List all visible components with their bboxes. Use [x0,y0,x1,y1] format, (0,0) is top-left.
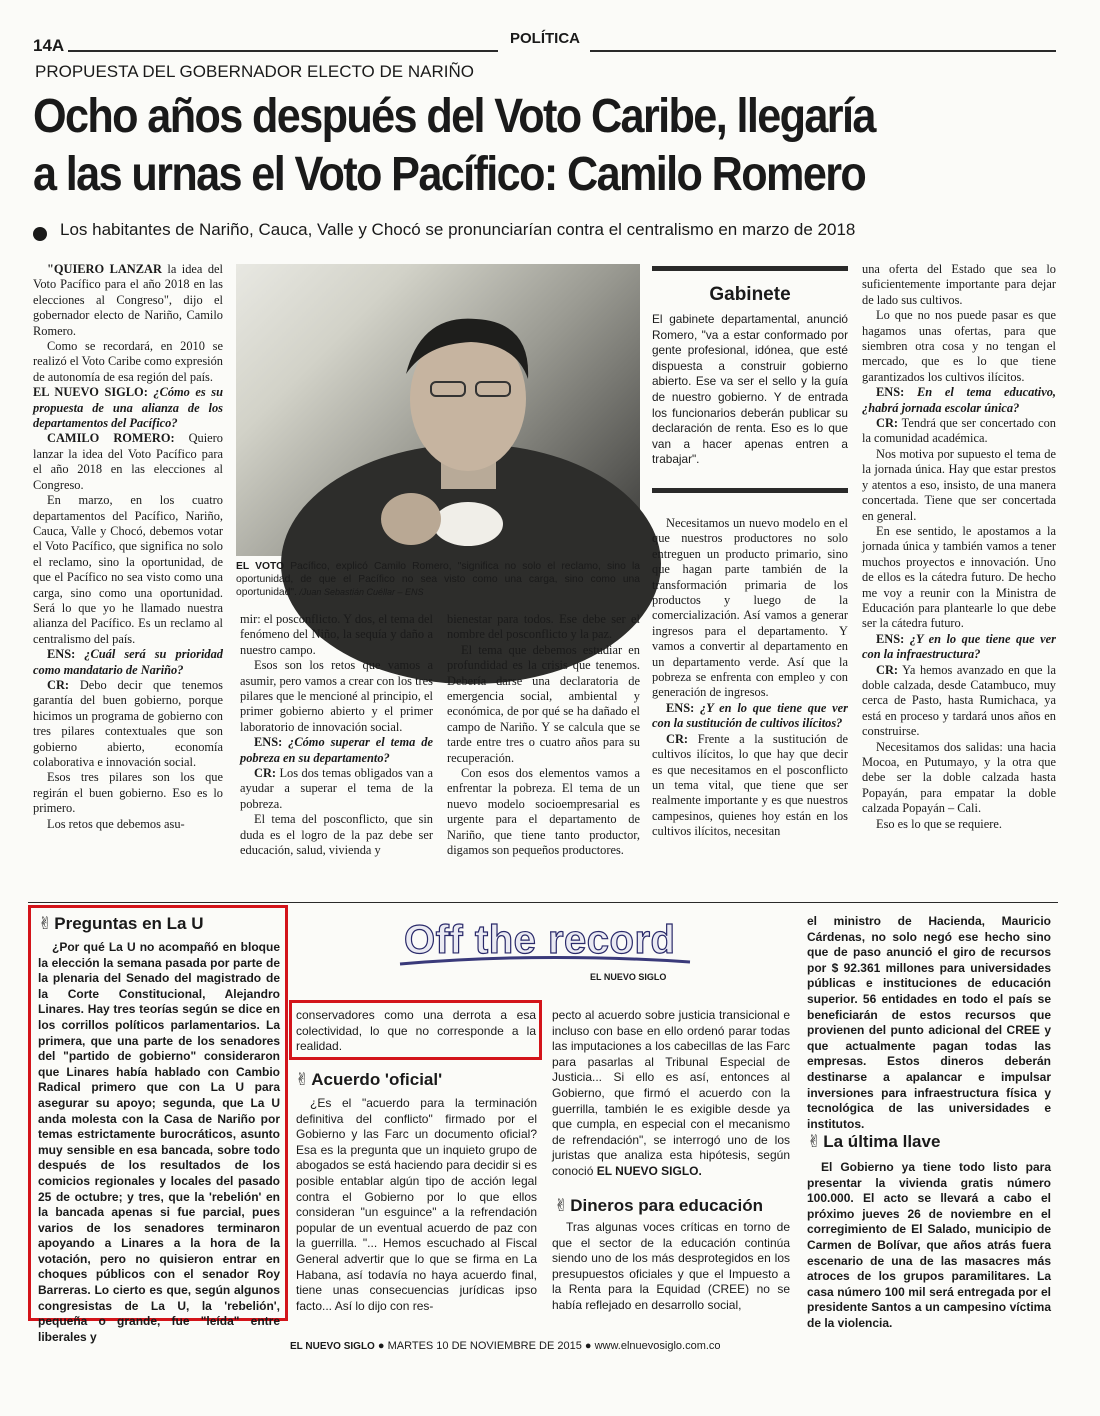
footer-url: www.elnuevosiglo.com.co [594,1340,721,1352]
footer [290,1340,810,1352]
acuerdo-title: ✌ Acuerdo 'oficial' [295,1070,443,1090]
deck: Los habitantes de Nariño, Cauca, Valle y Chocó se pronunciarían contra el centralismo en marzo de 2018 [60,220,856,239]
dineros-title: ✌ Dineros para educación [554,1196,763,1216]
gabinete-title: Gabinete [709,284,791,305]
gabinete-text: El gabinete departamental, anunció Romero, "va a estar conformado por gente profesional, idónea, que esté dispuesta a construir gobierno abierto. Ese va ser el sello y la guía de nuestro gobierno. Y de entrada los funcionarios deberán publicar su declaración de renta. Eso es lo que van a hacer apenas entren a trabajar". [652,312,848,467]
footer-date: MARTES 10 DE NOVIEMBRE DE 2015 [387,1340,582,1352]
victory-hand-icon: ✌ [807,1132,822,1152]
llave-title: ✌ La última llave [807,1132,941,1152]
off-the-record-banner [400,918,690,968]
preguntas-text: ¿Por qué La U no acompañó en bloque la elección la semana pasada por parte de la plenaria del Senado del magistrado de la Corte Constitucional, Alejandro Linares. Hay tres teorías según se dice en los corrillos políticos parlamentarios. La primera, que una parte de los senadores del "partido de gobierno" consideraron que Linares había hablado con Cambio Radical primero que con La U para asegurar su apoyo; segunda, que La U anda molesta con la Casa de Nariño por temas estrictamente burocráticos, asunto muy sensible en esa bancada, sobre todo después de los resultados de los comicios regionales y locales del pasado 25 de octubre; y tres, que la 'rebelión' en la bancada apenas si fue parcial, pues varios de los senadores terminaron apoyando a Linares a la hora de la votación, pero no quisieron entrar en choques públicos con el senador Roy Barreras. Lo cierto es que, según algunos congresistas de La U, la 'rebelión', pequeña o grande, fue "leída" entre liberales y [38,940,280,1344]
off-the-record-byline: EL NUEVO SIGLO [590,972,667,982]
footer-paper-name: EL NUEVO SIGLO [290,1341,375,1352]
page-number: 14A [33,36,65,55]
article-column-3: bienestar para todos. Ese debe ser el nombre del posconflicto y la paz. El tema que debemos estudiar en profundidad es la crisis que tenemos. Debería darse una declaratoria de emergencia social, ambiental y económica, de por qué se ha dañado el campo de Nariño. Y se calcula que se tarde entre tres o cuatro años para su recuperación. Con esos dos elementos vamos a enfrentar la pobreza. El tema de un nuevo modelo socioempresarial es urgente para el departamento de Nariño, que tiene tanto productor, digamos son pequeños productores. [447,612,640,858]
gabinete-bottom-rule [652,488,848,493]
off-the-record-title: Off the record [404,918,676,962]
bullet-icon: ● [377,1340,388,1352]
header-rule-left [68,50,498,52]
headline-line-1: Ocho años después del Voto Caribe, llegaría [33,90,875,143]
preguntas-continuation-text: conservadores como una derrota a esa colectividad, lo que no corresponde a la realidad. [296,1008,536,1054]
article-column-1: "QUIERO LANZAR la idea del Voto Pacífico para el año 2018 en las elecciones al Congreso", dijo el gobernador electo de Nariño, Camilo Romero. Como se recordará, en 2010 se realizó el Voto Caribe como expresión de autonomía de esa región del país. EL NUEVO SIGLO: ¿Cómo es su propuesta de una alianza de los departamentos del Pacífico? CAMILO ROMERO: Quiero lanzar la idea del Voto Pacífico para el año 2018 en las elecciones al Congreso. En marzo, en los cuatro departamentos del Pacífico, Nariño, Cauca, Valle y Chocó, debemos votar el Voto Pacífico, que significa no solo el reclamo, sino la oportunidad, de que el Pacífico no sea visto como una carga, sino como una oportunidad. Será lo que yo he llamado nuestra alianza del Pacífico. Es un reclamo al centralismo del país. ENS: ¿Cuál será su prioridad como mandatario de Nariño? CR: Debo decir que tenemos garantía del buen gobierno, porque hicimos un programa de gobierno con tres pilares contextuales que son gobierno abierto, economía colaborativa e innovación social. Esos tres pilares son los que regirán el buen gobierno. Eso es lo primero. Los retos que debemos asu- [33,262,223,831]
headline-line-2: a las urnas el Voto Pacífico: Camilo Romero [33,148,866,201]
victory-hand-icon: ✌ [295,1070,310,1090]
victory-hand-icon: ✌ [554,1196,569,1216]
acuerdo-text: ¿Es el "acuerdo para la terminación definitiva del conflicto" firmado por el Gobierno y las Farc un documento oficial? Esa es la pregunta que un inquieto grupo de abogados se está haciendo para decidir si es posible entablar algún tipo de acción legal contra el Gobierno por lo que ellos consideran "un esguince" a la refrendación popular de un eventual acuerdo de paz con la guerrilla. "... Hemos escuchado al Fiscal General advertir que lo que se firma en La Habana, así todavía no haya acuerdo final, tiene unas consecuencias jurídicas ipso facto... Así lo dijo con res- [296,1096,537,1313]
article-column-4: Necesitamos un nuevo modelo en el que nuestros productores no solo entreguen un producto primario, sino que hagan parte también de la transformación primaria de los productos y luego de la comercialización. Así vamos a generar ingresos para el departamento. Y vamos a convertir al departamento en un departamento verde. Así que la pobreza se enfrenta con empleo y con generación de ingresos. ENS: ¿Y en lo que tiene que ver con la sustitución de cultivos ilícitos? CR: Frente a la sustitución de cultivos ilícitos, lo que hay que decir es que necesitamos en el posconflicto un tema vital, que tiene que ser realmente importante y es que nuestros campesinos, quienes hoy están en los cultivos ilícitos, necesitan [652,516,848,839]
dineros-text: Tras algunas voces críticas en torno de que el sector de la educación continúa siendo uno de los más desprotegidos en los presupuestos oficiales y que el Impuesto a la Renta para la Equidad (CREE) no se había reflejado en desarrollo social, [552,1220,790,1312]
article-column-5: una oferta del Estado que sea lo suficientemente importante para dejar de lado sus cultivos. Lo que no nos puede pasar es que hagamos unas ofertas, para que siembren otra cosa y no tengan el mercado, que es lo que tiene garantizados los cultivos ilícitos. ENS: En el tema educativo, ¿habrá jornada escolar única? CR: Tendrá que ser concertado con la comunidad académica. Nos motiva por supuesto el tema de la jornada única. Hay que estar prestos y atentos a eso, insisto, de una manera concertada. Tiene que ser concertada en general. En ese sentido, le apostamos a la jornada única y también vamos a tener muchos proyectos e innovación. Uno de ellos es la cátedra futuro. De hecho me voy a reunir con la Ministra de Educación para plantearle lo que debe ser la cátedra futuro. ENS: ¿Y en lo que tiene que ver con la infraestructura? CR: Ya hemos avanzado en que la doble calzada, desde Catambuco, muy cerca de Pasto, hasta Rumichaca, ya está en proceso y tardará unos años en construirse. Necesitamos dos salidas: una hacia Mocoa, en Putumayo, y la otra que debe ser la doble calzada hasta Popayán, para empatar la doble calzada Popayán – Cali. Eso es lo que se requiere. [862,262,1056,831]
gabinete-top-rule [652,266,848,271]
portrait-illustration [236,264,640,556]
article-photo [236,264,640,556]
acuerdo-continuation: pecto al acuerdo sobre justicia transicional e incluso con base en ello ordenó parar todas las imputaciones a los cabecillas de las Farc para pasarlas al Tribunal Especial de Justicia... Si ello es así, entonces al Gobierno, que firmó el acuerdo con la guerrilla, también le es exigible desde ya que cumpla, en especial con el mecanismo de refrendación", se interrogó uno de los juristas que analiza esta hipótesis, según conoció EL NUEVO SIGLO. [552,1008,790,1178]
deck-bullet [33,227,47,241]
section-label: POLÍTICA [510,30,580,47]
photo-credit: /Juan Sebastián Cuéllar – ENS [296,587,424,597]
bullet-icon: ● [584,1340,595,1352]
lead-in: "QUIERO LANZAR [47,262,162,276]
section-divider [28,902,1058,903]
kicker: PROPUESTA DEL GOBERNADOR ELECTO DE NARIÑO [35,62,474,81]
preguntas-title: ✌ Preguntas en La U [38,914,204,934]
headline [33,88,969,204]
photo-caption: EL VOTO Pacífico, explicó Camilo Romero, "significa no solo el reclamo, sino la oportunidad, de que el Pacífico no sea visto como una carga, sino como una oportunidad". /Juan Sebastián Cuéllar – ENS [236,561,640,598]
article-column-2: mir: el posconflicto. Y dos, el tema del fenómeno del Niño, la sequía y daño a nuestro campo. Esos son los retos que vamos a asumir, pero vamos a crear con los tres pilares que le mencioné al principio, el primer gobierno abierto y el primer laboratorio de innovación social. ENS: ¿Cómo superar el tema de pobreza en su departamento? CR: Los dos temas obligados van a ayudar a superar el tema de la pobreza. El tema del posconflicto, que sin duda es el logro de la paz debe ser educación, salud, vivienda y [240,612,433,858]
llave-text: El Gobierno ya tiene todo listo para presentar la vivienda gratis número 100.000. El acto se llevará a cabo el próximo jueves 26 de noviembre en el corregimiento de El Salado, municipio de Carmen de Bolívar, que años atrás fuera escenario de una de las masacres más atroces de los grupos paramilitares. La casa número 100 mil será entregada por el presidente Santos a un campesino víctima de la violencia. [807,1160,1051,1330]
victory-hand-icon: ✌ [38,914,53,934]
dineros-continuation: el ministro de Hacienda, Mauricio Cárdenas, no solo negó ese hecho sino que de paso anunció el giro de recursos por $ 92.361 millones para universidades públicas e instituciones de educación superior. 56 entidades en todo el país se beneficiarán de estos recursos que provienen del punto adicional del CREE y que actualmente pagan todas las empresas. Estos dineros deberán destinarse a apalancar e impulsar inversiones para infraestructura física y tecnológica de las universidades e institutos. [807,914,1051,1131]
header-rule-right [590,50,1056,52]
